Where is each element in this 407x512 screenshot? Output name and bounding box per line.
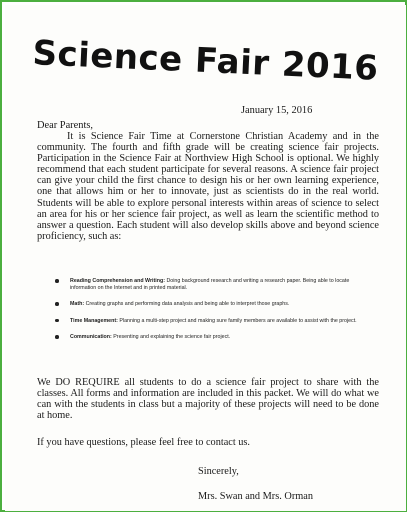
letter-date: January 15, 2016 [241,105,313,116]
bullet-title: Communication: [70,334,112,341]
closing-paragraph: We DO REQUIRE all students to do a science fair project to share with the classes. All forms and information are included in this packet. We will do what we can with the students in class but a majority of these projects will need to be done at home. [37,377,379,422]
bullet-title: Reading Comprehension and Writing: [70,278,165,284]
bullet-icon [55,279,59,283]
salutation: Dear Parents, [37,120,93,131]
intro-paragraph: It is Science Fair Time at Cornerstone Christian Academy and in the community. The fourth and fifth grade will be creating science fair projects. Participation in the Science Fair at Northview High School is optional. We highly recommend that each student participate for several reasons. A science fair project can give your child the first chance to design his or her own learning experience, one that allows him or her to innovate, just as scientists do in the real world. Students will be able to explore personal interests within areas of science to select an area for his or her science fair project, as well as learn the scientific method to answer a question. Each student will also develop skills above and beyond science proficiency, such as: [37,131,379,242]
bullet-icon [55,302,59,306]
page-title: Science Fair 2016 [31,33,380,89]
bullet-text: Creating graphs and performing data analysis and being able to interpret those graphs. [84,301,290,308]
bullet-text: Presenting and explaining the science fair project. [111,334,231,341]
bullet-text: Planning a multi-step project and making sure family members are available to assist with the project. [117,317,357,324]
list-item [55,301,373,308]
contact-line: If you have questions, please feel free to contact us. [37,437,251,448]
bullet-icon [55,319,59,323]
bullet-title: Time Management: [70,317,118,324]
list-item [55,334,373,341]
list-item [55,318,373,325]
list-item [55,278,373,291]
signature-names: Mrs. Swan and Mrs. Orman [198,491,313,502]
bullet-icon [55,335,59,339]
letter-page [5,5,406,511]
sign-off: Sincerely, [198,466,239,477]
skills-list [55,278,373,351]
bullet-text: Doing background research and writing a research paper. Being able to locate information on the Internet and in printed material. [70,278,350,291]
bullet-title: Math: [70,301,85,308]
